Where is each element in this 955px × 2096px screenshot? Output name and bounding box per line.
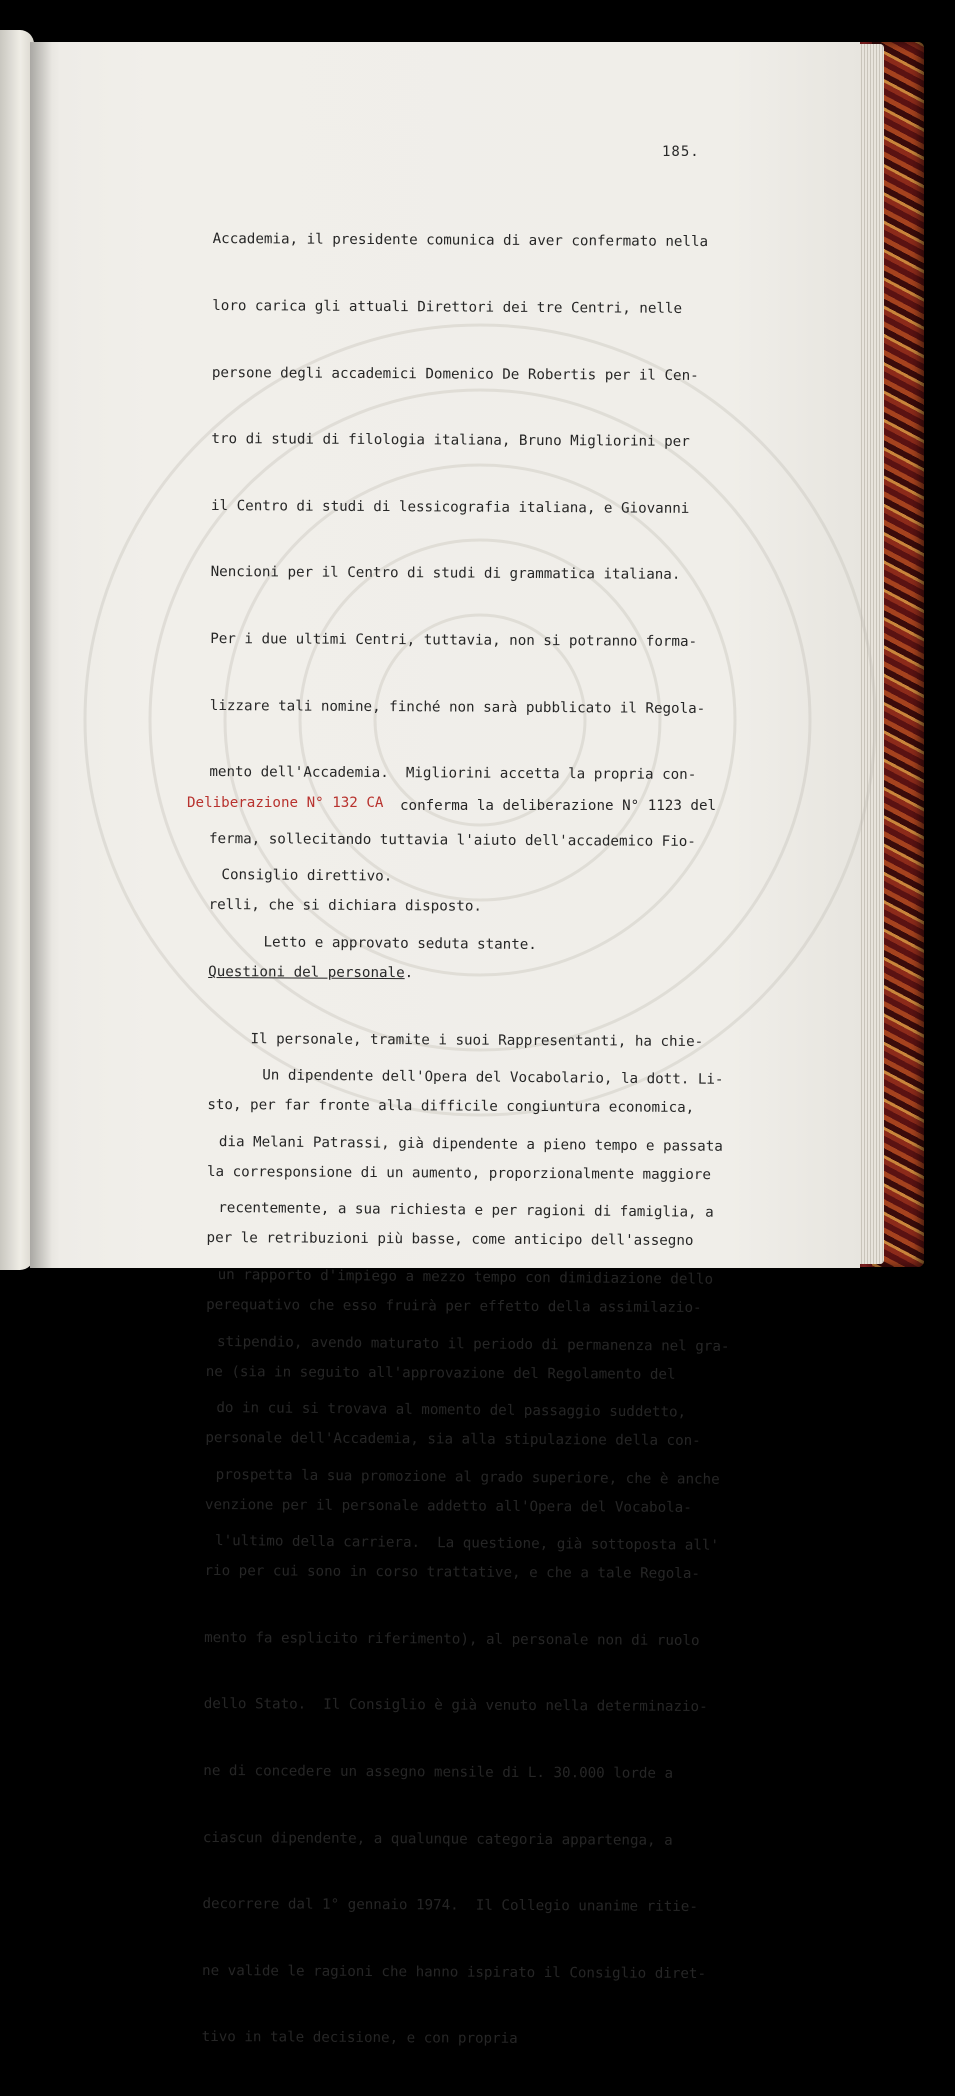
gutter-shadow (30, 42, 52, 1268)
text-line: loro carica gli attuali Direttori dei tre Centri, nelle (212, 297, 683, 317)
text-line: ferma, sollecitando tuttavia l'aiuto dell'accademico Fio- (208, 830, 696, 850)
text-line: rio per cui sono in corso trattative, e che a tale Regola- (204, 1563, 700, 1583)
text-line: sto, per far fronte alla difficile congiuntura economica, (207, 1097, 695, 1117)
text-line: persone degli accademici Domenico De Robertis per il Cen- (211, 364, 699, 384)
text-line: recentemente, a sua richiesta e per ragioni di famiglia, a (218, 1200, 714, 1222)
text-line: do in cui si trovava al momento del passaggio suddetto, (216, 1400, 687, 1421)
text-line: dello Stato. Il Consiglio è già venuto nella determinazio- (203, 1696, 708, 1716)
deliberation-margin-note: Deliberazione N° 132 CA (187, 795, 384, 811)
text-line: venzione per il personale addetto all'Opera del Vocabola- (204, 1496, 692, 1516)
section-heading-period: . (404, 965, 414, 982)
text-line (220, 998, 780, 1026)
text-line: Nencioni per il Centro di studi di grammatica italiana. (210, 564, 681, 584)
text-line: ne di concedere un assegno mensile di L. 30.000 lorde a (203, 1763, 674, 1782)
text-line: l'ultimo della carriera. La questione, già sottoposta all' (214, 1533, 720, 1555)
text-line: Consiglio direttivo. (221, 867, 393, 886)
text-line: prospetta la sua promozione al grado superiore, che è anche (215, 1466, 720, 1488)
body-text-bottom (215, 820, 782, 1602)
text-line: lizzare tali nomine, finché non sarà pubblicato il Regola- (209, 697, 706, 717)
text-line: mento dell'Accademia. Migliorini accetta la propria con- (209, 764, 697, 784)
page-number: 185. (662, 144, 700, 160)
deliberation-text: conferma la deliberazione N° 1123 del (400, 798, 717, 814)
text-line: ne (sia in seguito all'approvazione del Regolamento del (205, 1363, 676, 1383)
text-line: per le retribuzioni più basse, come anticipo dell'assegno (206, 1230, 694, 1250)
text-line: decorrere dal 1° gennaio 1974. Il Collegio unanime ritie- (202, 1896, 698, 1916)
text-line: un rapporto d'impiego a mezzo tempo con dimidiazione dello (217, 1266, 714, 1288)
text-line: ne valide le ragioni che hanno ispirato il Consiglio diret- (202, 1962, 707, 1982)
text-line: ciascun dipendente, a qualunque categoria appartenga, a (202, 1829, 673, 1849)
text-line: stipendio, avendo maturato il periodo di permanenza nel gra- (216, 1333, 730, 1355)
text-line: tivo in tale decisione, e con propria (201, 2029, 518, 2048)
text-line: la corresponsione di un aumento, proporzionalmente maggiore (206, 1163, 711, 1183)
text-line: Per i due ultimi Centri, tuttavia, non si potranno forma- (210, 630, 698, 650)
text-line: il Centro di studi di lessicografia italiana, e Giovanni (210, 497, 690, 517)
text-line: Un dipendente dell'Opera del Vocabolario, la dott. Li- (219, 1067, 724, 1089)
text-line: perequativo che esso fruirà per effetto della assimilazio- (206, 1296, 702, 1316)
text-line: personale dell'Accademia, sia alla stipulazione della con- (205, 1430, 701, 1450)
text-line: dia Melani Patrassi, già dipendente a pieno tempo e passata (218, 1133, 723, 1155)
text-line: Letto e approvato seduta stante. (220, 933, 537, 954)
facing-page-edge (0, 30, 34, 1270)
text-line: Accademia, il presidente comunica di aver confermato nella (212, 231, 709, 251)
text-line: mento fa esplicito riferimento), al personale non di ruolo (204, 1629, 700, 1649)
text-line: tro di studi di filologia italiana, Bruno Migliorini per (211, 431, 690, 451)
text-line: Il personale, tramite i suoi Rappresentanti, ha chie- (207, 1030, 704, 1050)
text-line: relli, che si dichiara disposto. (208, 897, 482, 915)
section-heading: Questioni del personale (208, 963, 405, 982)
